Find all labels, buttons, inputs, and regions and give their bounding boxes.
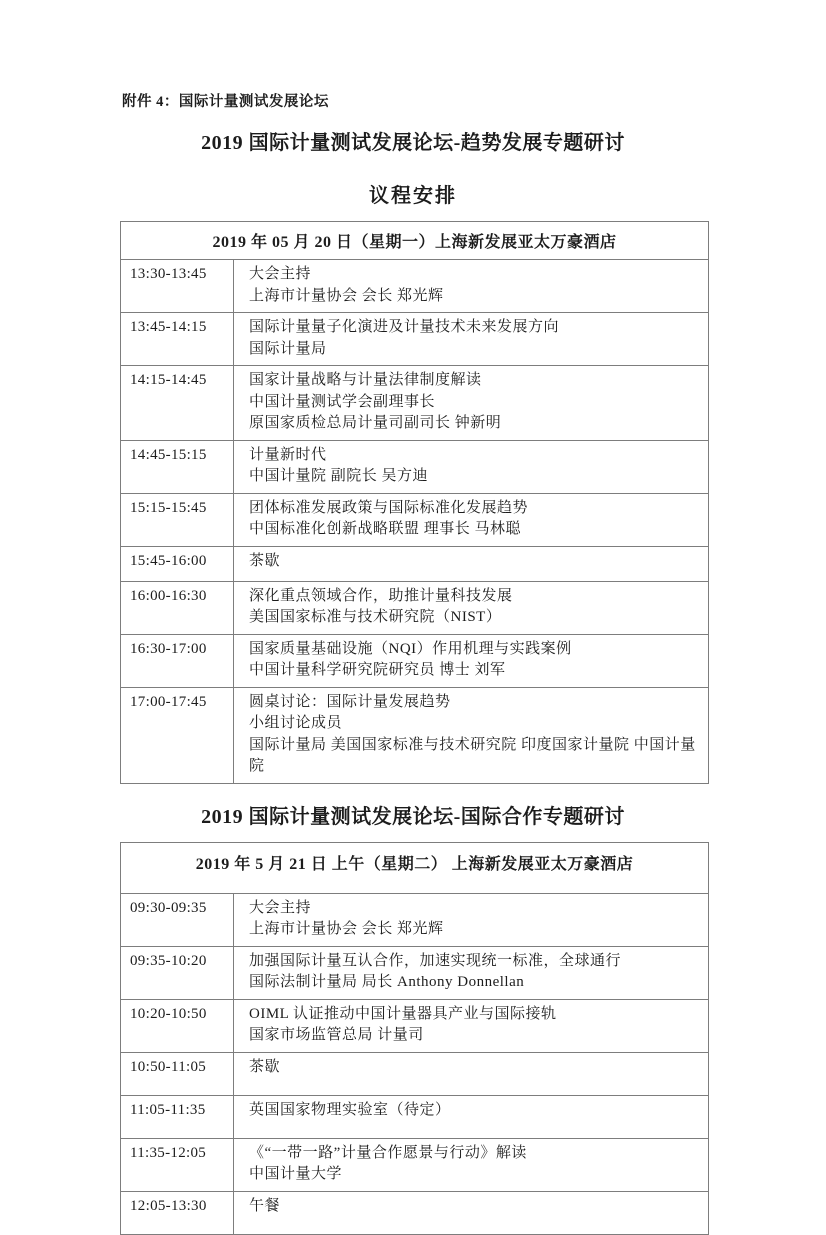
agenda-line: 上海市计量协会 会长 郑光辉 xyxy=(249,921,444,937)
table-row xyxy=(121,546,708,581)
agenda-line: 中国计量大学 xyxy=(249,1166,343,1182)
agenda-line: 茶歇 xyxy=(249,552,281,569)
content-cell xyxy=(234,1192,708,1234)
agenda-line: 大会主持 xyxy=(249,899,312,916)
agenda-line: 原国家质检总局计量司副司长 钟新明 xyxy=(249,415,502,431)
time-cell: 10:50-11:05 xyxy=(121,1053,234,1095)
agenda-line: 国家质量基础设施（NQI）作用机理与实践案例 xyxy=(249,640,572,657)
table-row xyxy=(121,1052,708,1095)
time-cell: 13:45-14:15 xyxy=(121,313,234,365)
table-row xyxy=(121,312,708,365)
agenda-line: 中国计量测试学会副理事长 xyxy=(249,393,436,410)
section1-title: 2019 国际计量测试发展论坛-趋势发展专题研讨 xyxy=(201,132,625,154)
agenda-line: 计量新时代 xyxy=(249,446,327,463)
agenda-line: 小组讨论成员 xyxy=(249,715,343,731)
agenda-line: 中国计量科学研究院研究员 博士 刘军 xyxy=(249,662,506,678)
agenda-line: 圆桌讨论：国际计量发展趋势 xyxy=(249,693,451,710)
content-cell xyxy=(234,894,708,946)
time-cell: 13:30-13:45 xyxy=(121,260,234,312)
agenda-line: 茶歇 xyxy=(249,1058,281,1075)
agenda-line: 国际计量量子化演进及计量技术未来发展方向 xyxy=(249,319,560,335)
time-cell: 15:45-16:00 xyxy=(121,547,234,581)
time-cell: 16:00-16:30 xyxy=(121,582,234,634)
agenda-table-day2 xyxy=(120,842,709,1235)
content-cell xyxy=(234,1139,708,1191)
time-cell: 12:05-13:30 xyxy=(121,1192,234,1234)
content-cell xyxy=(234,1000,708,1052)
agenda-line: 国家计量战略与计量法律制度解读 xyxy=(249,372,482,388)
content-cell xyxy=(234,688,708,783)
table-row xyxy=(121,999,708,1052)
content-cell xyxy=(234,635,708,687)
time-cell: 09:30-09:35 xyxy=(121,894,234,946)
content-cell xyxy=(234,366,708,440)
agenda-line: 英国国家物理实验室（待定） xyxy=(249,1101,451,1118)
content-cell xyxy=(234,313,708,365)
table-row xyxy=(121,1095,708,1138)
table-row xyxy=(121,365,708,440)
time-cell: 09:35-10:20 xyxy=(121,947,234,999)
time-cell: 11:35-12:05 xyxy=(121,1139,234,1191)
time-cell: 17:00-17:45 xyxy=(121,688,234,783)
content-cell xyxy=(234,1053,708,1095)
content-cell xyxy=(234,582,708,634)
table-row xyxy=(121,893,708,946)
agenda-line: 深化重点领域合作，助推计量科技发展 xyxy=(249,587,513,604)
time-cell: 11:05-11:35 xyxy=(121,1096,234,1138)
agenda-table-day1 xyxy=(120,221,709,784)
agenda-line: 团体标准发展政策与国际标准化发展趋势 xyxy=(249,499,529,516)
table-row xyxy=(121,1191,708,1234)
content-cell xyxy=(234,441,708,493)
table-header-day1: 2019 年 05 月 20 日（星期一）上海新发展亚太万豪酒店 xyxy=(212,234,617,251)
table-row xyxy=(121,259,708,312)
agenda-line: 中国计量院 副院长 吴方迪 xyxy=(249,468,429,484)
time-cell: 15:15-15:45 xyxy=(121,494,234,546)
table-row xyxy=(121,1138,708,1191)
agenda-line: OIML 认证推动中国计量器具产业与国际接轨 xyxy=(249,1005,557,1022)
agenda-line: 午餐 xyxy=(249,1197,281,1214)
table-row xyxy=(121,440,708,493)
agenda-line: 加强国际计量互认合作，加速实现统一标准，全球通行 xyxy=(249,952,622,969)
table-row xyxy=(121,581,708,634)
agenda-line: 《“一带一路”计量合作愿景与行动》解读 xyxy=(249,1144,527,1161)
table-row xyxy=(121,493,708,546)
agenda-line: 国际法制计量局 局长 Anthony Donnellan xyxy=(249,974,525,990)
time-cell: 14:45-15:15 xyxy=(121,441,234,493)
table-row xyxy=(121,687,708,783)
agenda-line: 国际计量局 美国国家标准与技术研究院 印度国家计量院 中国计量院 xyxy=(249,736,696,774)
table-row xyxy=(121,634,708,687)
agenda-line: 大会主持 xyxy=(249,266,312,282)
content-cell xyxy=(234,494,708,546)
table-row xyxy=(121,946,708,999)
agenda-line: 国际计量局 xyxy=(249,340,327,357)
section2-title: 2019 国际计量测试发展论坛-国际合作专题研讨 xyxy=(201,805,625,828)
agenda-line: 中国标准化创新战略联盟 理事长 马林聪 xyxy=(249,521,522,537)
table-body-day1 xyxy=(121,259,708,783)
agenda-line: 国家市场监管总局 计量司 xyxy=(249,1027,424,1043)
agenda-line: 美国国家标准与技术研究院（NIST） xyxy=(249,609,502,625)
attachment-label: 附件 4：国际计量测试发展论坛 xyxy=(122,94,329,110)
agenda-line: 上海市计量协会 会长 郑光辉 xyxy=(249,287,444,304)
agenda-title: 议程安排 xyxy=(369,185,457,207)
table-body-day2 xyxy=(121,893,708,1234)
time-cell: 10:20-10:50 xyxy=(121,1000,234,1052)
time-cell: 16:30-17:00 xyxy=(121,635,234,687)
content-cell xyxy=(234,547,708,581)
content-cell xyxy=(234,260,708,312)
content-cell xyxy=(234,1096,708,1138)
table-header-day2: 2019 年 5 月 21 日 上午（星期二） 上海新发展亚太万豪酒店 xyxy=(195,855,634,873)
content-cell xyxy=(234,947,708,999)
time-cell: 14:15-14:45 xyxy=(121,366,234,440)
